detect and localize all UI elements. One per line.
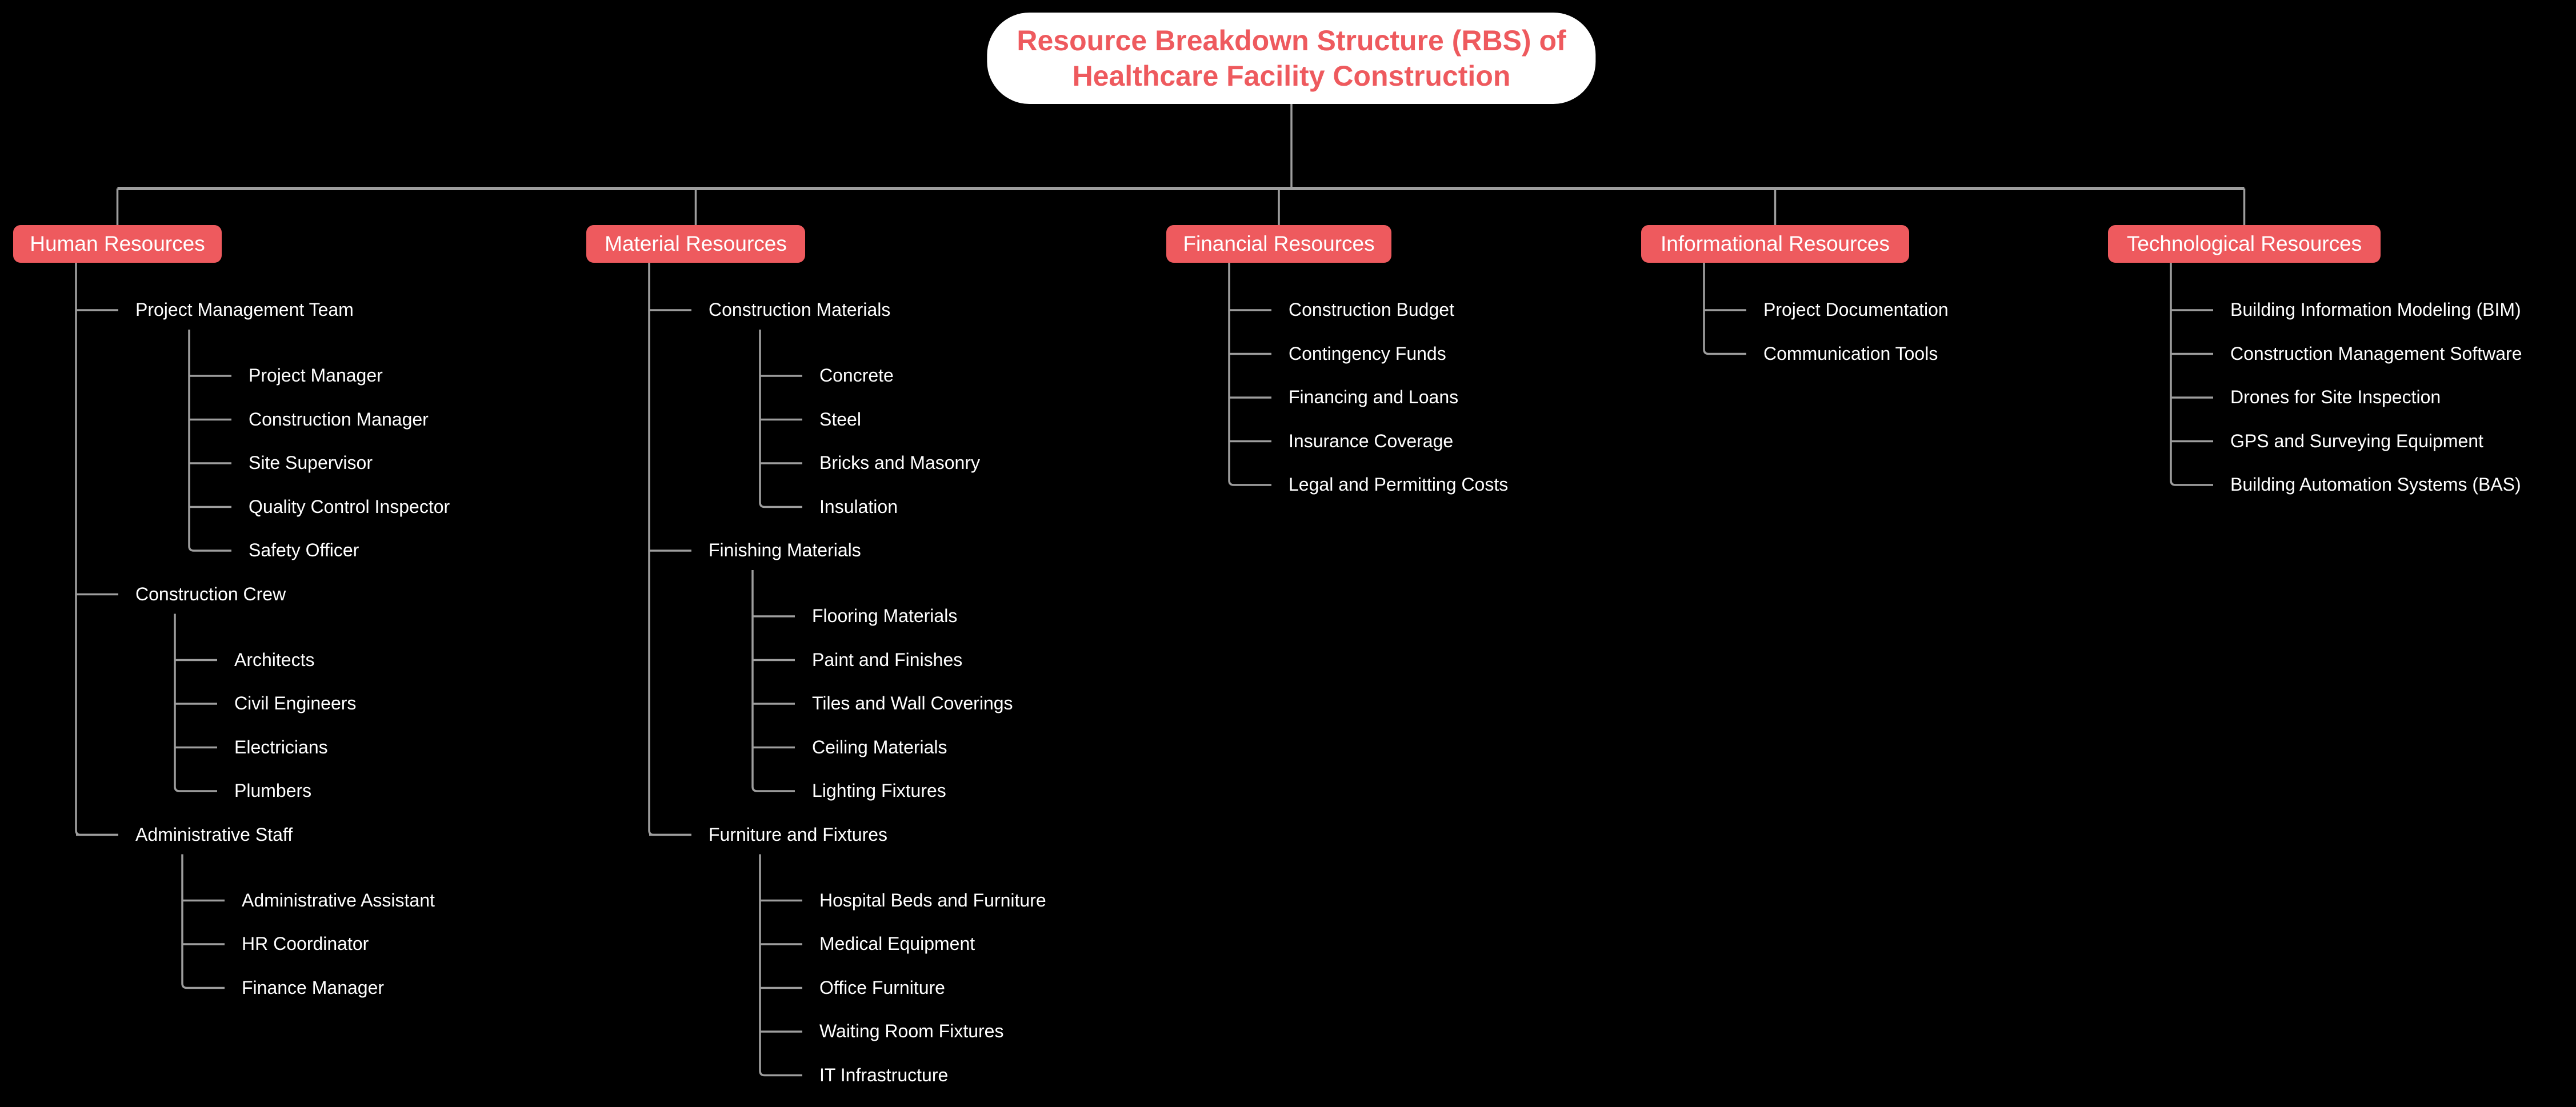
node-concrete: Concrete [819, 364, 894, 386]
node-communication-tools: Communication Tools [1763, 343, 1938, 364]
node-construction-materials: Construction Materials [709, 299, 891, 320]
branch-node-technological-resources: Technological Resources [2108, 225, 2381, 263]
branch-node-human-resources: Human Resources [13, 225, 222, 263]
node-financing-and-loans: Financing and Loans [1289, 386, 1459, 407]
node-construction-crew: Construction Crew [135, 583, 286, 604]
branch-node-financial-resources: Financial Resources [1166, 225, 1391, 263]
node-bricks-and-masonry: Bricks and Masonry [819, 452, 980, 473]
node-building-automation-systems-bas: Building Automation Systems (BAS) [2230, 474, 2521, 495]
node-project-manager: Project Manager [249, 364, 383, 386]
node-project-documentation: Project Documentation [1763, 299, 1949, 320]
node-hospital-beds-and-furniture: Hospital Beds and Furniture [819, 889, 1046, 911]
node-insurance-coverage: Insurance Coverage [1289, 430, 1454, 451]
node-lighting-fixtures: Lighting Fixtures [812, 780, 946, 801]
connector-elbow [76, 259, 118, 835]
node-medical-equipment: Medical Equipment [819, 933, 975, 954]
node-project-management-team: Project Management Team [135, 299, 354, 320]
connector-elbow [1229, 259, 1271, 485]
node-finance-manager: Finance Manager [242, 977, 385, 998]
node-steel: Steel [819, 408, 861, 430]
branch-node-material-resources: Material Resources [586, 225, 805, 263]
node-administrative-staff: Administrative Staff [135, 824, 293, 845]
node-building-information-modeling-bim: Building Information Modeling (BIM) [2230, 299, 2521, 320]
node-flooring-materials: Flooring Materials [812, 605, 958, 626]
root-title-line1: Resource Breakdown Structure (RBS) of [1017, 25, 1566, 57]
node-it-infrastructure: IT Infrastructure [819, 1064, 949, 1085]
connector-elbow [2171, 259, 2213, 485]
root-title-line2: Healthcare Facility Construction [1072, 60, 1511, 92]
node-paint-and-finishes: Paint and Finishes [812, 649, 963, 670]
node-electricians: Electricians [234, 736, 328, 757]
connector-elbow [649, 259, 691, 835]
node-civil-engineers: Civil Engineers [234, 692, 357, 713]
node-waiting-room-fixtures: Waiting Room Fixtures [819, 1020, 1004, 1041]
node-plumbers: Plumbers [234, 780, 312, 801]
node-furniture-and-fixtures: Furniture and Fixtures [709, 824, 888, 845]
node-insulation: Insulation [819, 496, 898, 517]
connector-elbow [175, 614, 217, 792]
connector-elbow [1704, 259, 1746, 354]
node-safety-officer: Safety Officer [249, 539, 359, 560]
node-contingency-funds: Contingency Funds [1289, 343, 1446, 364]
branch-node-informational-resources: Informational Resources [1641, 225, 1909, 263]
root-node [987, 13, 1595, 104]
node-tiles-and-wall-coverings: Tiles and Wall Coverings [812, 692, 1013, 713]
node-gps-and-surveying-equipment: GPS and Surveying Equipment [2230, 430, 2483, 451]
connector-elbow [189, 330, 231, 551]
node-construction-management-software: Construction Management Software [2230, 343, 2522, 364]
node-drones-for-site-inspection: Drones for Site Inspection [2230, 386, 2441, 407]
node-administrative-assistant: Administrative Assistant [242, 889, 435, 911]
connector-elbow [753, 570, 795, 791]
node-architects: Architects [234, 649, 315, 670]
node-site-supervisor: Site Supervisor [249, 452, 373, 473]
node-hr-coordinator: HR Coordinator [242, 933, 369, 954]
node-construction-manager: Construction Manager [249, 408, 429, 430]
node-quality-control-inspector: Quality Control Inspector [249, 496, 450, 517]
node-finishing-materials: Finishing Materials [709, 539, 861, 560]
node-office-furniture: Office Furniture [819, 977, 945, 998]
node-construction-budget: Construction Budget [1289, 299, 1454, 320]
node-legal-and-permitting-costs: Legal and Permitting Costs [1289, 474, 1509, 495]
node-ceiling-materials: Ceiling Materials [812, 736, 947, 757]
connector-elbow [182, 855, 225, 988]
connector-elbow [760, 330, 802, 507]
connector-elbow [760, 855, 802, 1076]
